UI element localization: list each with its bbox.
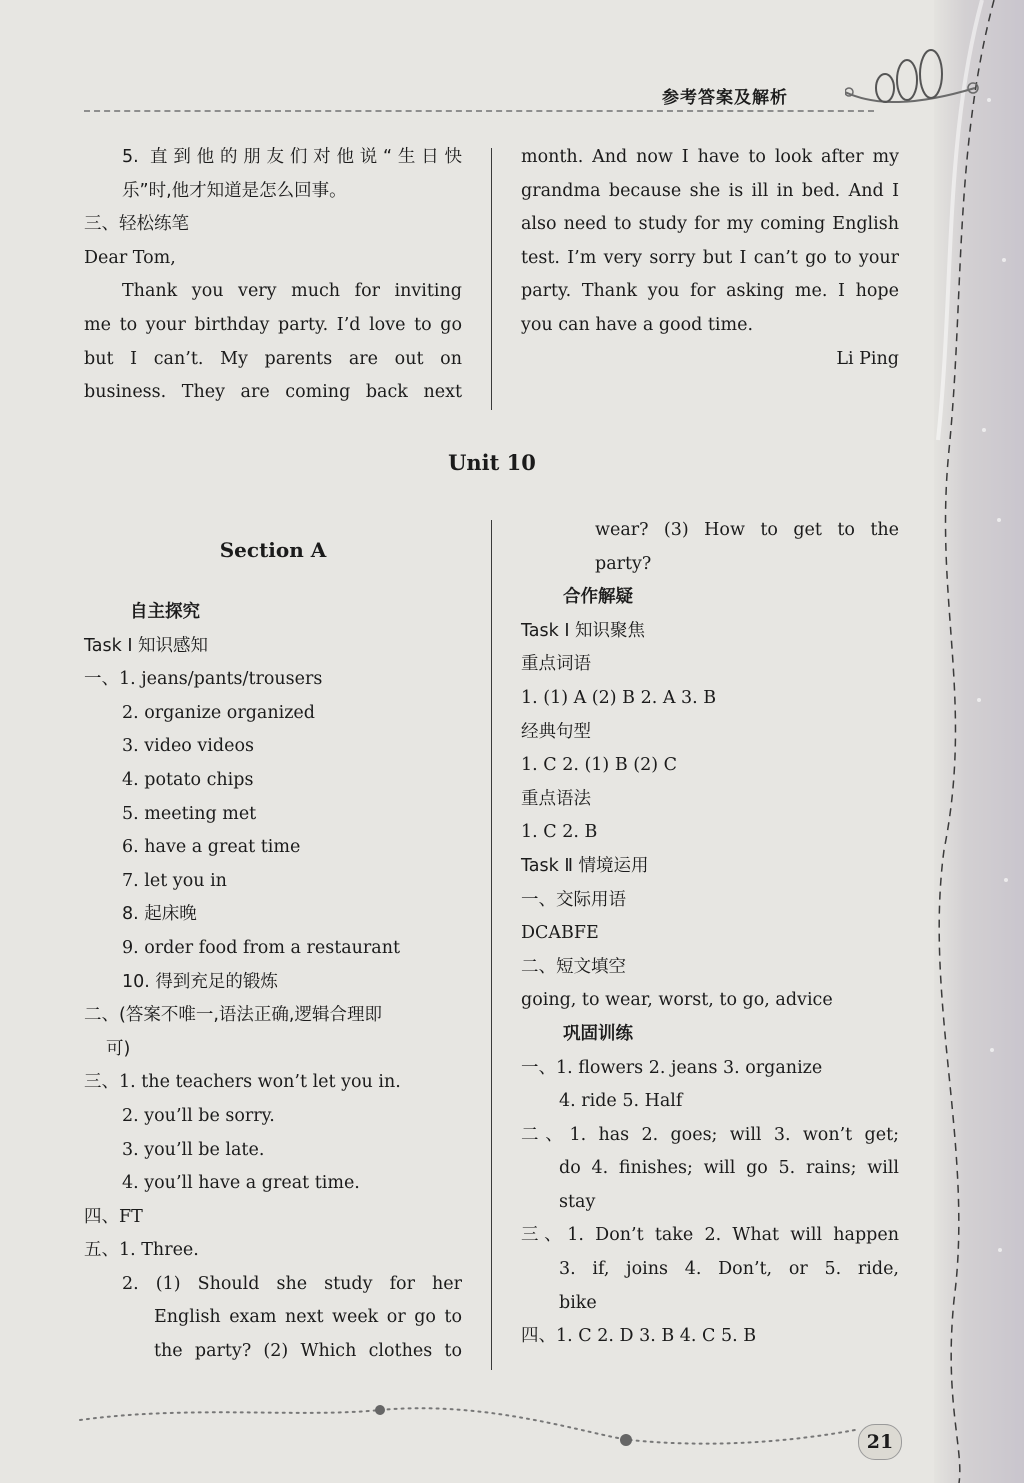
answer-line: 8. 起床晚 [122,904,197,925]
text-line: Dear Tom, [84,247,176,268]
category-label: 二、短文填空 [521,956,626,977]
text-line: business. They are coming back next [84,382,462,403]
category-label: 经典句型 [521,721,591,742]
decorative-dashed-curve [934,0,1024,1483]
answer-line: the party? (2) Which clothes to [154,1341,462,1362]
top-right-column [521,141,899,376]
answer-line: 4. potato chips [122,769,254,790]
answer-line: 1. (1) A (2) B 2. A 3. B [521,687,717,708]
answer-line: 4. ride 5. Half [559,1091,683,1112]
answer-line: 二、(答案不唯一,语法正确,逻辑合理即 [84,1005,382,1026]
header-title: 参考答案及解析 [662,88,788,108]
answer-line: going, to wear, worst, to go, advice [521,990,833,1011]
section-title: Section A [219,538,327,562]
text-line: Thank you very much for inviting [122,281,462,302]
answer-line: 5. meeting met [122,803,257,824]
answer-line: 3. you’ll be late. [122,1139,265,1160]
text-line: but I can’t. My parents are out on [84,348,462,369]
top-left-column [84,141,462,410]
text-line: grandma because she is ill in bed. And I [521,180,899,201]
task-heading: Task Ⅱ 情境运用 [521,855,649,876]
answer-line: wear? (3) How to get to the [595,520,899,540]
answer-line: 一、1. jeans/pants/trousers [84,669,323,690]
answer-line: bike [559,1292,597,1313]
answer-line: 可) [106,1038,131,1059]
text-line: you can have a good time. [521,314,754,335]
answer-line: 一、1. flowers 2. jeans 3. organize [521,1057,823,1078]
text-line: 乐”时,他才知道是怎么回事。 [122,180,347,201]
answer-line: do 4. finishes; will go 5. rains; will [559,1158,899,1179]
answer-line: 6. have a great time [122,837,301,858]
tree-decoration-icon [845,44,985,114]
text-line: 三、轻松练笔 [84,214,189,235]
answer-line: 1. C 2. (1) B (2) C [521,755,677,776]
subsection-heading: 自主探究 [130,602,200,622]
answer-line: 五、1. Three. [84,1240,199,1261]
unit-title: Unit 10 [448,450,536,475]
text-line: party. Thank you for asking me. I hope [521,281,899,302]
answer-line: 四、1. C 2. D 3. B 4. C 5. B [521,1326,757,1347]
category-label: 重点语法 [521,788,591,809]
answer-line: 1. C 2. B [521,822,598,843]
text-line: 5. 直到他的朋友们对他说“生日快 [122,147,462,167]
answer-line: stay [559,1191,596,1212]
text-line: month. And now I have to look after my [521,147,899,167]
text-line: test. I’m very sorry but I can’t go to your [521,247,899,268]
page-number: 21 [858,1424,902,1460]
category-label: 重点词语 [521,654,591,675]
answer-line: 4. you’ll have a great time. [122,1173,360,1194]
answer-line: English exam next week or go to [154,1307,462,1328]
category-label: 一、交际用语 [521,889,626,910]
answer-line: 3. if, joins 4. Don’t, or 5. ride, [559,1259,899,1280]
answer-line: 7. let you in [122,870,227,891]
subsection-heading: 巩固训练 [563,1023,633,1044]
answer-line: 二、1. has 2. goes; will 3. won’t get; [521,1124,899,1145]
left-answers-column [84,596,462,1369]
answer-line: 2. organize organized [122,702,315,723]
answer-line: 三、1. the teachers won’t let you in. [84,1072,401,1093]
answer-line: 3. video videos [122,736,254,757]
subsection-heading: 合作解疑 [563,587,633,608]
footer-dotted-decoration [70,1390,860,1460]
answer-line: 9. order food from a restaurant [122,937,401,958]
answer-line: party? [595,553,652,574]
right-answers-column [521,514,899,1354]
column-divider-top [491,148,492,410]
task-heading: Task Ⅰ 知识感知 [84,635,209,656]
task-heading: Task Ⅰ 知识聚焦 [521,620,646,641]
answer-line: 2. you’ll be sorry. [122,1105,275,1126]
header-divider [84,110,874,112]
answer-line: 三、1. Don’t take 2. What will happen [521,1225,899,1246]
answer-line: 10. 得到充足的锻炼 [122,971,278,992]
text-line: me to your birthday party. I’d love to go [84,314,462,335]
text-line: also need to study for my coming English [521,214,899,235]
column-divider-bottom [491,520,492,1370]
answer-line: 2. (1) Should she study for her [122,1273,462,1294]
answer-line: 四、FT [84,1206,143,1227]
signature: Li Ping [836,348,899,369]
answer-line: DCABFE [521,923,599,944]
